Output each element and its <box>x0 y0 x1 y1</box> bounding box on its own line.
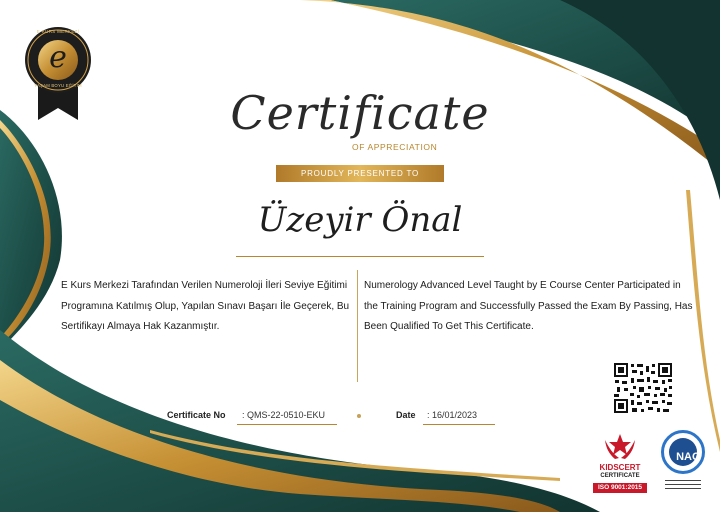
certificate-no-label: Certificate No <box>167 410 226 420</box>
recipient-name: Üzeyir Önal <box>257 200 463 240</box>
body-text-english: Numerology Advanced Level Taught by E Course Center Participated in the Training Program and Successfully Passed the Exam By Passing, Has Been Qualified To Get This Certificate. <box>364 280 693 332</box>
certificate-no-value: : QMS-22-0510-EKU <box>242 410 326 420</box>
date-line <box>423 424 495 425</box>
kidscert-subtitle: CERTIFICATE <box>600 473 640 479</box>
presented-to-banner: PROUDLY PRESENTED TO <box>276 165 444 182</box>
seal-bottom-text: YAŞAM BOYU EĞİTİM <box>34 83 82 88</box>
kidscert-wings-icon <box>603 432 637 462</box>
nac-circle-icon <box>661 430 705 474</box>
institution-seal <box>24 24 92 120</box>
kidscert-name: KIDSCERT <box>599 463 641 472</box>
seal-top-text: E-KURS MERKEZİ <box>36 29 80 34</box>
nac-caption-line <box>665 484 701 485</box>
nac-caption-line <box>665 480 701 481</box>
kidscert-badge <box>589 432 651 498</box>
seal-letter: e <box>49 40 67 75</box>
column-divider <box>357 270 358 382</box>
date-value: : 16/01/2023 <box>427 410 478 420</box>
certificate-title: Certificate <box>230 86 490 140</box>
certificate-subtitle: OF APPRECIATION <box>352 142 438 152</box>
certificate-no-line <box>237 424 337 425</box>
nac-caption-line <box>665 488 701 489</box>
body-text-turkish: E Kurs Merkezi Tarafından Verilen Numeroloji İleri Seviye Eğitimi Programına Katılmış Olup, Yapılan Sınavı Başarı İle Geçerek, Bu Sertifikayı Almaya Hak Kazanmıştır. <box>61 280 350 332</box>
qr-code <box>613 362 673 414</box>
nac-inner-circle <box>669 438 700 466</box>
separator-dot <box>357 414 361 418</box>
nac-badge <box>657 430 715 500</box>
date-label: Date <box>396 410 416 420</box>
kidscert-iso: ISO 9001:2015 <box>593 483 647 493</box>
nac-label: NAC <box>676 451 700 463</box>
left-teal-band <box>0 110 62 350</box>
qr-code-graphic <box>613 362 673 414</box>
recipient-underline <box>236 256 484 257</box>
